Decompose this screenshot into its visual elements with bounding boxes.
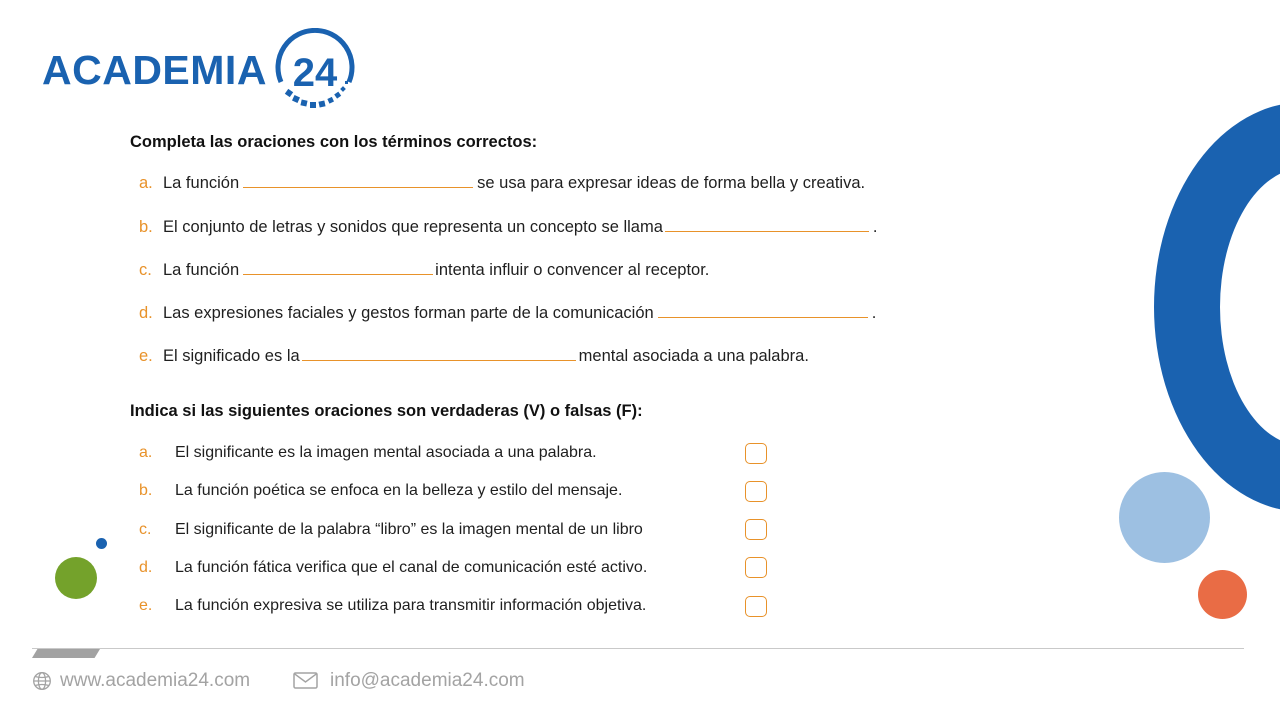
logo-24-icon: [272, 28, 358, 112]
answer-checkbox-d[interactable]: [745, 557, 767, 578]
item-text-before: Las expresiones faciales y gestos forman parte de la comunicación: [163, 304, 654, 322]
fill-item-c: [139, 256, 709, 278]
item-letter: c.: [139, 261, 152, 279]
item-letter: c.: [139, 521, 152, 538]
tf-item-b: [139, 480, 622, 502]
blank-field[interactable]: [243, 256, 433, 275]
blank-field[interactable]: [302, 342, 576, 361]
footer-divider: [32, 648, 1244, 649]
item-text-after: .: [872, 218, 878, 236]
decorative-light-blue-circle: [1119, 472, 1210, 563]
answer-checkbox-b[interactable]: [745, 481, 767, 502]
decorative-green-circle: [55, 557, 97, 599]
item-text-after: mental asociada a una palabra.: [578, 347, 809, 365]
website-link[interactable]: www.academia24.com: [60, 670, 251, 691]
item-letter: b.: [139, 218, 153, 236]
item-letter: b.: [139, 482, 153, 499]
mail-icon: [293, 672, 318, 689]
footer-accent-bar: [32, 649, 100, 658]
logo-text: ACADEMIA: [42, 47, 267, 93]
fill-item-d: [139, 299, 876, 321]
item-text-after: intenta influir o convencer al receptor.: [435, 261, 710, 279]
decorative-blue-ring: [1154, 102, 1280, 512]
item-text: El significante de la palabra “libro” es la imagen mental de un libro: [175, 521, 643, 538]
blank-field[interactable]: [658, 299, 868, 318]
item-letter: e.: [139, 597, 153, 614]
answer-checkbox-e[interactable]: [745, 596, 767, 617]
decorative-blue-dot: [96, 538, 107, 549]
item-text-before: La función: [163, 261, 240, 279]
decorative-coral-circle: [1198, 570, 1247, 619]
item-text: El significante es la imagen mental asociada a una palabra.: [175, 444, 597, 461]
answer-checkbox-c[interactable]: [745, 519, 767, 540]
fill-item-a: [139, 169, 865, 191]
email-link[interactable]: info@academia24.com: [330, 670, 525, 691]
fill-item-e: [139, 342, 809, 364]
blank-field[interactable]: [665, 213, 869, 232]
item-text-before: La función: [163, 174, 240, 192]
item-letter: e.: [139, 347, 153, 365]
item-text-after: .: [871, 304, 877, 322]
tf-item-a: [139, 442, 597, 464]
section2-heading: Indica si las siguientes oraciones son verdaderas (V) o falsas (F):: [130, 402, 643, 420]
globe-icon: [32, 671, 52, 691]
item-letter: a.: [139, 444, 153, 461]
item-text: La función expresiva se utiliza para transmitir información objetiva.: [175, 597, 647, 614]
section1-heading: Completa las oraciones con los términos correctos:: [130, 133, 538, 151]
tf-item-d: [139, 557, 647, 579]
blank-field[interactable]: [243, 169, 473, 188]
item-letter: d.: [139, 559, 153, 576]
item-text: La función fática verifica que el canal de comunicación esté activo.: [175, 559, 648, 576]
item-text-before: El conjunto de letras y sonidos que representa un concepto se llama: [163, 218, 663, 236]
answer-checkbox-a[interactable]: [745, 443, 767, 464]
item-text-after: se usa para expresar ideas de forma bella y creativa.: [477, 174, 866, 192]
logo-number: 24: [292, 51, 338, 95]
tf-item-e: [139, 595, 646, 617]
fill-item-b: [139, 213, 877, 235]
tf-item-c: [139, 519, 643, 541]
item-text: La función poética se enfoca en la belleza y estilo del mensaje.: [175, 482, 623, 499]
item-letter: a.: [139, 174, 153, 192]
item-letter: d.: [139, 304, 153, 322]
item-text-before: El significado es la: [163, 347, 300, 365]
